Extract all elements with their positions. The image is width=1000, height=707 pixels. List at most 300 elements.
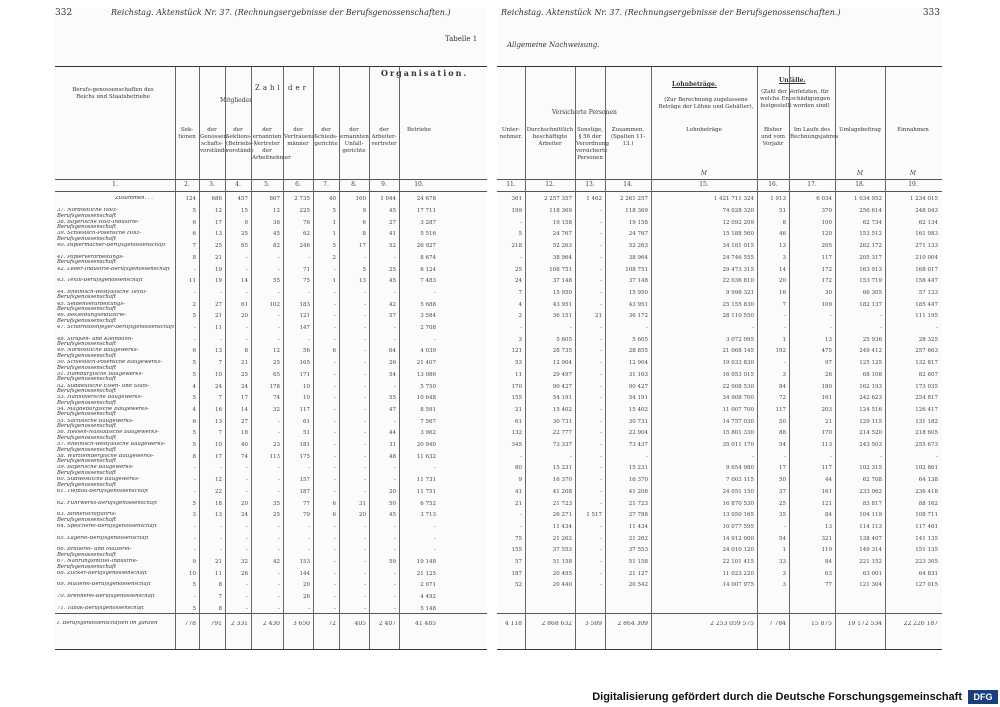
table-row bbox=[55, 418, 487, 430]
table-cell: 15 188 560 bbox=[722, 231, 754, 238]
table-cell: 117 bbox=[821, 254, 832, 261]
table-cell: 22 101 415 bbox=[722, 559, 754, 565]
row-label: 48. Straßen- und Kleinbahn-Berufsgenossenschaft bbox=[57, 336, 134, 348]
table-cell: 15 950 bbox=[552, 289, 572, 296]
table-cell: 10 077 595 bbox=[722, 523, 754, 530]
table-cell: - bbox=[600, 582, 602, 589]
table-cell: - bbox=[394, 547, 396, 554]
table-cell: 27 bbox=[389, 219, 396, 226]
table-cell: 7 483 bbox=[420, 278, 436, 285]
table-row bbox=[55, 523, 487, 535]
table-cell: 24 bbox=[241, 383, 248, 390]
table-cell: 30 731 bbox=[628, 418, 648, 425]
table-cell: - bbox=[334, 535, 336, 542]
table-cell: 13 bbox=[359, 278, 366, 285]
table-cell: 25 bbox=[779, 500, 786, 507]
table-cell: 74 028 320 bbox=[722, 208, 754, 214]
table-cell: 10 648 bbox=[416, 395, 436, 402]
table-cell: - bbox=[278, 582, 280, 589]
table-cell: 32 bbox=[241, 559, 248, 565]
table-cell: - bbox=[364, 523, 366, 530]
table-cell: 181 bbox=[299, 442, 310, 448]
table-cell: 37 148 bbox=[552, 278, 572, 285]
column-rule bbox=[225, 67, 226, 649]
table-cell: 1 517 bbox=[586, 512, 602, 519]
table-cell: 236 418 bbox=[915, 488, 938, 495]
table-cell: - bbox=[220, 289, 222, 296]
table-cell: 41 208 bbox=[552, 488, 572, 495]
table-cell: 153 bbox=[299, 559, 310, 565]
table-cell: - bbox=[752, 453, 754, 460]
table-cell: 32 bbox=[273, 406, 280, 413]
table-cell: 170 bbox=[821, 430, 832, 437]
table-cell: 183 bbox=[299, 301, 310, 308]
table-row bbox=[55, 301, 487, 313]
table-cell: - bbox=[194, 523, 196, 530]
table-cell: 41 bbox=[389, 231, 396, 238]
row-label: 42. Leder-Industrie-Berufsgenossenschaft bbox=[57, 266, 171, 272]
table-cell: - bbox=[334, 301, 336, 308]
table-cell: 13 bbox=[215, 348, 222, 355]
table-cell: - bbox=[334, 371, 336, 378]
table-cell: 28 325 bbox=[918, 336, 938, 343]
table-cell: 7 bbox=[218, 395, 222, 402]
table-cell: - bbox=[308, 523, 310, 530]
table-cell: 157 bbox=[299, 477, 310, 484]
table-cell: 2 331 bbox=[230, 621, 248, 627]
table-cell: 3 584 bbox=[420, 313, 436, 320]
table-cell: 10 bbox=[215, 371, 222, 378]
table-cell: 6 bbox=[192, 348, 196, 355]
table-cell: - bbox=[600, 336, 602, 343]
table-cell: 35 011 170 bbox=[722, 442, 754, 448]
table-cell: - bbox=[600, 254, 602, 261]
table-row bbox=[497, 289, 942, 301]
table-cell: 5 bbox=[332, 243, 336, 250]
row-label: 45. Seidenverarbeitungs-Berufsgenossenschaft bbox=[57, 301, 125, 313]
table-cell: 163 913 bbox=[859, 266, 882, 273]
table-cell: - bbox=[246, 336, 248, 343]
table-cell: 173 035 bbox=[915, 383, 938, 390]
table-cell: 84 bbox=[779, 383, 786, 390]
column-number: 10. bbox=[414, 181, 424, 188]
table-cell: 3 650 bbox=[292, 621, 310, 627]
table-cell: - bbox=[600, 477, 602, 484]
table-row bbox=[55, 570, 487, 582]
table-cell: 26 271 bbox=[552, 512, 572, 519]
table-cell: 121 bbox=[511, 348, 522, 355]
table-cell: 14 bbox=[779, 266, 786, 273]
table-cell: 248 043 bbox=[915, 208, 938, 214]
table-cell: 271 133 bbox=[915, 243, 938, 250]
table-cell: 180 bbox=[821, 383, 832, 390]
table-cell: 2 bbox=[332, 254, 336, 261]
table-cell: - bbox=[364, 301, 366, 308]
table-cell: 12 bbox=[215, 208, 222, 214]
table-cell: - bbox=[600, 430, 602, 437]
table-cell: - bbox=[830, 313, 832, 320]
table-cell: - bbox=[364, 582, 366, 589]
group-header-lohn: Lohnbeträge. bbox=[672, 81, 717, 88]
table-cell: 2 bbox=[192, 301, 196, 308]
table-cell: 7 bbox=[782, 301, 786, 308]
table-cell: 37 bbox=[779, 488, 786, 495]
table-cell: 5 bbox=[192, 442, 196, 448]
table-cell: - bbox=[194, 477, 196, 484]
table-row bbox=[55, 277, 487, 289]
table-row bbox=[55, 312, 487, 324]
table-cell: 45 bbox=[389, 278, 396, 285]
row-label: 62. Fuhrwerks-Berufsgenossenschaft bbox=[57, 500, 158, 506]
table-cell: 15 402 bbox=[552, 406, 572, 413]
table-cell: 161 083 bbox=[915, 231, 938, 238]
table-cell: 54 bbox=[779, 535, 786, 542]
table-cell: 57 bbox=[389, 313, 396, 320]
column-header: der Arbeiter-vertreter bbox=[371, 127, 397, 147]
table-row bbox=[55, 207, 487, 219]
table-cell: 72 bbox=[328, 621, 336, 627]
table-cell: 75 bbox=[515, 535, 522, 542]
table-row bbox=[497, 488, 942, 500]
table-cell: - bbox=[334, 442, 336, 448]
table-cell: 12 092 209 bbox=[722, 219, 754, 226]
table-cell: 108 751 bbox=[549, 266, 572, 273]
table-cell: 10 bbox=[303, 395, 310, 402]
table-cell: - bbox=[194, 547, 196, 554]
table-cell: 147 bbox=[299, 325, 310, 331]
table-cell: - bbox=[334, 594, 336, 601]
table-cell: - bbox=[278, 430, 280, 437]
summary-row bbox=[55, 195, 487, 207]
table-cell: 20 495 bbox=[552, 570, 572, 577]
table-cell: 51 bbox=[303, 430, 310, 437]
table-cell: 14 912 000 bbox=[722, 535, 754, 542]
table-cell: 5 bbox=[192, 500, 196, 507]
table-cell: 43 951 bbox=[552, 301, 572, 308]
table-cell: 28 735 bbox=[552, 348, 572, 355]
table-cell: 10 bbox=[215, 442, 222, 448]
table-cell: 25 bbox=[215, 243, 222, 250]
table-cell: - bbox=[334, 559, 336, 565]
column-number: 2. bbox=[184, 181, 190, 188]
table-cell: - bbox=[880, 325, 882, 331]
table-cell: 214 520 bbox=[859, 430, 882, 437]
table-cell: - bbox=[600, 383, 602, 390]
table-cell: 120 bbox=[821, 231, 832, 238]
table-cell: 79 bbox=[303, 512, 310, 519]
table-cell: - bbox=[434, 535, 436, 542]
table-cell: - bbox=[434, 465, 436, 472]
table-cell: - bbox=[278, 336, 280, 343]
table-cell: - bbox=[364, 406, 366, 413]
group-header-mitglieder: Mitglieder bbox=[220, 97, 252, 104]
column-number: 3. bbox=[209, 181, 215, 188]
column-rule bbox=[175, 67, 176, 649]
table-cell: - bbox=[364, 535, 366, 542]
table-cell: - bbox=[364, 418, 366, 425]
table-row bbox=[497, 523, 942, 535]
table-cell: 15 bbox=[241, 208, 248, 214]
unit-label: M bbox=[909, 170, 917, 177]
table-cell: 14 bbox=[241, 278, 248, 285]
column-number: 17. bbox=[807, 181, 817, 188]
table-cell: 21 262 bbox=[628, 535, 648, 542]
table-cell: - bbox=[394, 325, 396, 331]
table-cell: 74 bbox=[273, 395, 280, 402]
table-cell: - bbox=[364, 605, 366, 612]
column-rule bbox=[835, 67, 836, 649]
table-cell: 47 bbox=[389, 406, 396, 413]
table-cell: - bbox=[394, 535, 396, 542]
table-cell: 20 bbox=[241, 500, 248, 507]
row-label: 51. Hamburgische Baugewerks-Berufsgenossenschaft bbox=[57, 371, 144, 383]
column-number: 8. bbox=[351, 181, 357, 188]
table-cell: - bbox=[600, 395, 602, 402]
table-cell: 20 bbox=[359, 512, 366, 519]
table-cell: 43 951 bbox=[628, 301, 648, 308]
table-cell: 22 226 187 bbox=[903, 621, 938, 627]
table-row bbox=[497, 441, 942, 453]
table-cell: - bbox=[394, 254, 396, 261]
table-cell: 18 bbox=[215, 500, 222, 507]
table-row bbox=[497, 230, 942, 242]
column-number: 5. bbox=[264, 181, 270, 188]
table-cell: 9 998 321 bbox=[726, 289, 754, 296]
table-cell: 73 337 bbox=[552, 442, 572, 448]
table-cell: 4 039 bbox=[420, 348, 436, 355]
table-cell: - bbox=[600, 371, 602, 378]
table-row bbox=[497, 535, 942, 547]
page-number: 333 bbox=[922, 8, 940, 18]
table-cell: 33 bbox=[779, 559, 786, 565]
table-cell: 121 304 bbox=[859, 582, 882, 589]
table-cell: - bbox=[364, 289, 366, 296]
table-cell: 20 bbox=[303, 582, 310, 589]
row-label: 58. Württembergische Baugewerks-Berufsgenossenschaft bbox=[57, 453, 154, 465]
table-cell: 12 bbox=[273, 208, 280, 214]
table-cell: 11 bbox=[189, 278, 196, 285]
table-cell: 42 bbox=[273, 559, 280, 565]
table-cell: 76 bbox=[303, 219, 310, 226]
table-cell: - bbox=[334, 406, 336, 413]
table-cell: 24 bbox=[515, 278, 522, 285]
table-cell: 9 654 980 bbox=[726, 465, 754, 472]
table-cell: 3 713 bbox=[420, 512, 436, 519]
table-cell: - bbox=[394, 418, 396, 425]
table-row bbox=[55, 394, 487, 406]
table-cell: 27 788 bbox=[628, 512, 648, 519]
table-cell: 21 723 bbox=[628, 500, 648, 507]
column-header: Bisher und vom Vorjahr bbox=[761, 127, 785, 147]
table-row bbox=[55, 500, 487, 512]
table-cell: 26 bbox=[303, 594, 310, 601]
table-row bbox=[55, 593, 487, 605]
summary-row bbox=[497, 195, 942, 207]
table-cell: - bbox=[752, 325, 754, 331]
table-cell: 686 bbox=[211, 196, 222, 202]
table-cell: - bbox=[520, 523, 522, 530]
table-cell: - bbox=[364, 547, 366, 554]
table-cell: - bbox=[364, 559, 366, 565]
table-cell: 405 bbox=[354, 621, 366, 627]
row-label: 49. Nordöstliche Baugewerks-Berufsgenossenschaft bbox=[57, 348, 139, 359]
table-cell: 2 bbox=[518, 313, 522, 320]
table-cell: - bbox=[784, 325, 786, 331]
table-cell: 203 bbox=[821, 406, 832, 413]
column-rule bbox=[339, 67, 340, 649]
table-cell: 15 402 bbox=[628, 406, 648, 413]
lohn-subheader: (Zur Berechnung zugelassene Beträge der Löhne und Gehälter), bbox=[658, 97, 754, 110]
table-cell: - bbox=[600, 278, 602, 285]
table-cell: 7 567 bbox=[420, 418, 436, 425]
table-cell: - bbox=[334, 453, 336, 460]
table-cell: 5 bbox=[192, 582, 196, 589]
table-cell: 8 bbox=[192, 453, 196, 460]
table-cell: 15 231 bbox=[628, 465, 648, 472]
table-cell: 21 bbox=[215, 313, 222, 320]
table-row bbox=[497, 511, 942, 523]
table-cell: 9 bbox=[244, 219, 248, 226]
table-cell: 13 bbox=[825, 523, 832, 530]
table-cell: 1 913 bbox=[770, 196, 786, 202]
column-number: 19. bbox=[908, 181, 918, 188]
table-cell: 44 bbox=[825, 477, 832, 484]
table-cell: 21 bbox=[515, 406, 522, 413]
column-header: der ernannten Vertreter der Arbeitnehmer bbox=[252, 127, 291, 161]
table-cell: 11 bbox=[515, 371, 522, 378]
table-cell: 31 bbox=[389, 442, 396, 448]
table-row bbox=[497, 312, 942, 324]
table-cell: 1 bbox=[782, 336, 786, 343]
column-header: der Genossen-schafts-vorstände bbox=[200, 127, 229, 154]
row-label: 61. Tiefbau-Berufsgenossenschaft bbox=[57, 488, 149, 494]
table-cell: 132 817 bbox=[915, 360, 938, 367]
table-row bbox=[497, 453, 942, 465]
table-row bbox=[497, 546, 942, 558]
table-cell: 36 172 bbox=[628, 313, 648, 320]
table-cell: 19 bbox=[215, 278, 222, 285]
table-cell: 1 bbox=[332, 219, 336, 226]
table-cell: 16 bbox=[779, 289, 786, 296]
table-cell: 24 767 bbox=[628, 231, 648, 238]
column-header: Durchschnittlich beschäftigte Arbeiter bbox=[526, 127, 574, 147]
table-cell: 205 317 bbox=[859, 254, 882, 261]
table-cell: - bbox=[364, 325, 366, 331]
table-cell: - bbox=[334, 570, 336, 577]
column-header: Betriebe bbox=[407, 127, 431, 133]
page-number: 332 bbox=[55, 8, 73, 18]
table-cell: 119 bbox=[821, 547, 832, 554]
table-cell: - bbox=[278, 254, 280, 261]
table-cell: - bbox=[334, 582, 336, 589]
table-cell: - bbox=[600, 243, 602, 250]
table-cell: - bbox=[434, 523, 436, 530]
table-cell: 16 870 530 bbox=[722, 500, 754, 507]
row-label: 37. Nordöstliche Holz-Berufsgenossenschaft bbox=[57, 208, 118, 219]
table-cell: 168 017 bbox=[915, 266, 938, 273]
table-cell: 77 bbox=[303, 500, 310, 507]
table-cell: 2 407 bbox=[378, 621, 396, 627]
table-cell: 13 bbox=[215, 418, 222, 425]
table-cell: 24 bbox=[241, 512, 248, 519]
row-label: 70. Brennerei-Berufsgenossenschaft bbox=[57, 594, 155, 600]
table-row bbox=[55, 511, 487, 523]
table-cell: 57 133 bbox=[918, 289, 938, 296]
table-cell: 257 663 bbox=[915, 348, 938, 355]
table-cell: 21 bbox=[241, 360, 248, 367]
table-row bbox=[55, 441, 487, 453]
table-cell: 221 152 bbox=[859, 559, 882, 565]
table-row bbox=[55, 254, 487, 266]
table-cell: - bbox=[364, 336, 366, 343]
table-cell: 21 407 bbox=[416, 360, 436, 367]
table-cell: 21 bbox=[825, 418, 832, 425]
table-cell: 2 864 309 bbox=[617, 621, 648, 627]
table-cell: 161 bbox=[821, 395, 832, 402]
table-cell: 187 bbox=[511, 570, 522, 577]
table-row bbox=[55, 324, 487, 336]
table-cell: 102 315 bbox=[859, 465, 882, 472]
table-cell: 5 516 bbox=[420, 231, 436, 238]
column-header: Sek-tionen bbox=[178, 127, 196, 140]
row-label: 56. Hessen-Nassauische Baugewerks-Berufsgenossenschaft bbox=[57, 430, 159, 441]
table-cell: 50 bbox=[779, 418, 786, 425]
table-cell: 13 050 165 bbox=[722, 512, 754, 519]
table-cell: 2 971 bbox=[420, 582, 436, 589]
row-label: 65. Lagerei-Berufsgenossenschaft bbox=[57, 535, 149, 541]
row-label: 63. Binnenschiffahrts-Berufsgenossenschaft bbox=[57, 512, 117, 523]
table-cell: - bbox=[600, 360, 602, 367]
table-cell: 11 632 bbox=[416, 453, 436, 460]
table-cell: 66 305 bbox=[862, 289, 882, 296]
table-cell: - bbox=[600, 219, 602, 226]
table-cell: 50 bbox=[779, 477, 786, 484]
table-cell: 25 936 bbox=[862, 336, 882, 343]
table-row bbox=[497, 207, 942, 219]
table-cell: 19 033 830 bbox=[722, 360, 754, 367]
column-rule bbox=[651, 67, 652, 649]
table-cell: 5 bbox=[192, 208, 196, 214]
table-cell: - bbox=[364, 477, 366, 484]
table-cell: 172 bbox=[821, 278, 832, 285]
table-cell: 121 bbox=[299, 313, 310, 320]
table-cell: 3 589 bbox=[584, 621, 602, 627]
column-rule bbox=[399, 67, 400, 649]
table-cell: 74 bbox=[241, 453, 248, 460]
table-cell: - bbox=[246, 289, 248, 296]
table-cell: 108 711 bbox=[915, 512, 938, 519]
table-cell: 138 407 bbox=[859, 535, 882, 542]
section-title: Allgemeine Nachweisung. bbox=[507, 41, 600, 49]
table-cell: 113 bbox=[269, 453, 280, 460]
table-cell: 35 bbox=[273, 500, 280, 507]
column-header: Im Laufe des Rechnungsjahres bbox=[790, 127, 839, 140]
row-label: 60. Südwestliche Baugewerks-Berufsgenossenschaft bbox=[57, 477, 140, 488]
table-cell: - bbox=[364, 348, 366, 355]
table-cell: - bbox=[220, 465, 222, 472]
table-cell: 88 bbox=[779, 430, 786, 437]
table-cell: - bbox=[600, 418, 602, 425]
row-label: 38. Bayerische Holz-Industrie-Berufsgenossenschaft bbox=[57, 219, 139, 231]
table-cell: - bbox=[784, 313, 786, 320]
table-row bbox=[497, 277, 942, 289]
table-cell: 54 191 bbox=[628, 395, 648, 402]
table-cell: 75 bbox=[303, 278, 310, 285]
table-cell: - bbox=[936, 325, 938, 331]
table-cell: 3 962 bbox=[420, 430, 436, 437]
table-cell: - bbox=[364, 488, 366, 495]
table-cell: - bbox=[334, 325, 336, 331]
